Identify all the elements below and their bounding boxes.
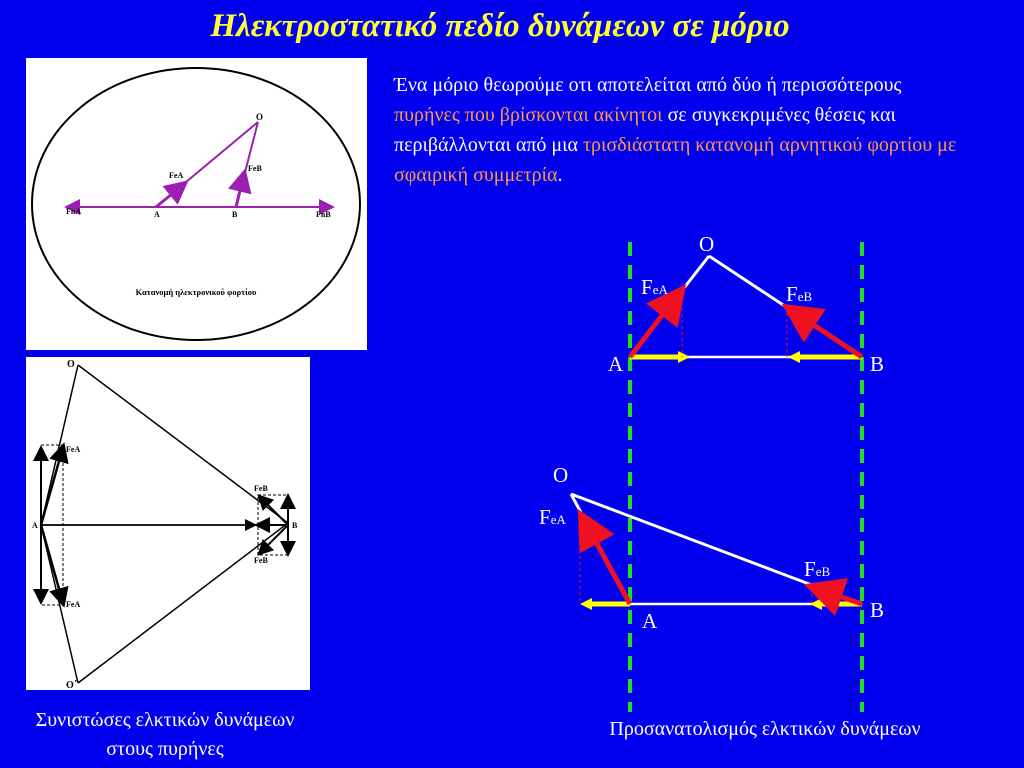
label-feb: FeB (248, 164, 262, 173)
bottom-label-b: B (870, 598, 885, 622)
bottom-label-feb (804, 557, 830, 581)
bottom-label-o: O (553, 463, 569, 487)
label-o-prime: O΄ (66, 680, 78, 690)
top-label-fea-sub: eA (652, 282, 668, 297)
label-a: A (32, 521, 38, 530)
label-fna: FnA (66, 207, 82, 216)
top-yellow-a-head (678, 351, 690, 363)
label-feb-bottom: FeB (254, 556, 268, 565)
label-feb-top: FeB (254, 484, 268, 493)
label-o: O (256, 112, 264, 122)
bottom-yellow-a-head (580, 598, 592, 610)
bottom-label-fea-sub: eA (550, 512, 566, 527)
top-feb-arrow (794, 312, 862, 357)
panel1-caption: Κατανομή ηλεκτρονικού φορτίου (135, 287, 257, 297)
bottom-label-fea (539, 505, 566, 529)
bottom-yellow-b-head (810, 598, 822, 610)
label-fnb: FnB (316, 210, 331, 219)
label-fea: FeA (169, 171, 184, 180)
intro-highlight-1: πυρήνες που βρίσκονται ακίνητοι (394, 104, 663, 126)
intro-text-2: σε συγκεκριμένες θέσεις και περιβάλλονται από μια (394, 104, 896, 156)
label-o: O (67, 359, 75, 370)
bottom-ob-line (571, 494, 862, 604)
label-b: B (292, 521, 298, 530)
label-fea-bottom: FeA (66, 600, 81, 609)
bottom-label-a: A (642, 609, 658, 633)
top-label-feb (786, 282, 812, 306)
top-yellow-b-head (788, 351, 800, 363)
label-a: A (154, 210, 160, 219)
bottom-label-feb-sub: eB (815, 564, 831, 579)
intro-text-1: Ένα μόριο θεωρούμε οτι αποτελείται από δύο ή περισσότερους (394, 74, 902, 96)
label-b: B (232, 210, 238, 219)
intro-highlight-2: τρισδιάστατη κατανομή αρνητικού φορτίου με σφαιρική συμμετρία (394, 134, 957, 186)
top-label-a: A (608, 352, 624, 376)
bottom-fea-arrow (585, 522, 630, 604)
slide-title: Ηλεκτροστατικό πεδίο δυνάμεων σε μόριο (210, 8, 790, 44)
bottom-label-fea-f: F (539, 505, 551, 529)
label-fea-top: FeA (66, 445, 81, 454)
top-label-feb-sub: eB (797, 289, 813, 304)
bottom-label-feb-f: F (804, 557, 816, 581)
top-label-b: B (870, 352, 885, 376)
top-label-o: O (699, 232, 715, 256)
top-label-fea-f: F (641, 275, 653, 299)
right-caption: Προσανατολισμός ελκτικών δυνάμεων (609, 718, 921, 740)
top-fea-arrow (630, 296, 677, 357)
top-label-fea (641, 275, 668, 299)
top-label-feb-f: F (786, 282, 798, 306)
left-caption: Συνιστώσες ελκτικών δυνάμεων στους πυρήνες (35, 709, 295, 760)
intro-text-3: . (557, 164, 563, 186)
